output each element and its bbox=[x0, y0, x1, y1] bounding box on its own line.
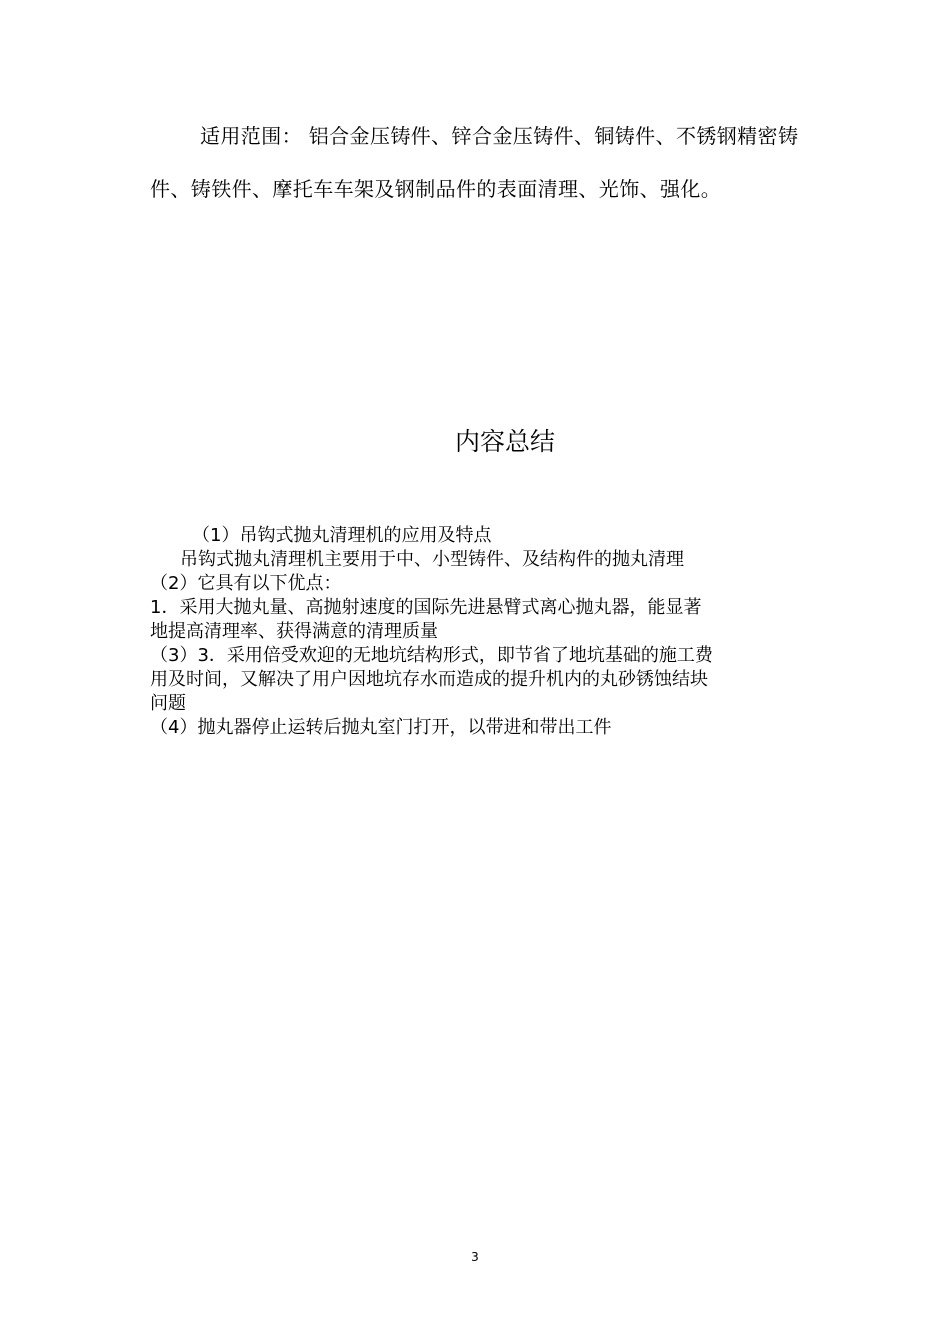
summary-line: 1．采用大抛丸量、高抛射速度的国际先进悬臂式离心抛丸器，能显著 bbox=[150, 597, 702, 618]
intro-paragraph: 适用范围： 铝合金压铸件、锌合金压铸件、铜铸件、不锈钢精密铸件、铸铁件、摩托车车架及钢制品件的表面清理、光饰、强化。 bbox=[150, 124, 799, 201]
page-number: 3 bbox=[471, 1250, 479, 1264]
summary-line: 用及时间，又解决了用户因地坑存水而造成的提升机内的丸砂锈蚀结块 bbox=[150, 669, 708, 690]
section-title: 内容总结 bbox=[454, 427, 555, 456]
summary-line: （3）3．采用倍受欢迎的无地坑结构形式，即节省了地坑基础的施工费 bbox=[150, 645, 713, 666]
summary-line: （1）吊钩式抛丸清理机的应用及特点 bbox=[192, 525, 492, 546]
summary-line: 问题 bbox=[150, 693, 186, 714]
summary-line: 吊钩式抛丸清理机主要用于中、小型铸件、及结构件的抛丸清理 bbox=[180, 549, 684, 570]
summary-line: （4）抛丸器停止运转后抛丸室门打开，以带进和带出工件 bbox=[150, 717, 612, 738]
summary-block bbox=[150, 524, 810, 740]
summary-line: 地提高清理率、获得满意的清理质量 bbox=[150, 621, 438, 642]
summary-line: （2）它具有以下优点： bbox=[150, 573, 342, 594]
